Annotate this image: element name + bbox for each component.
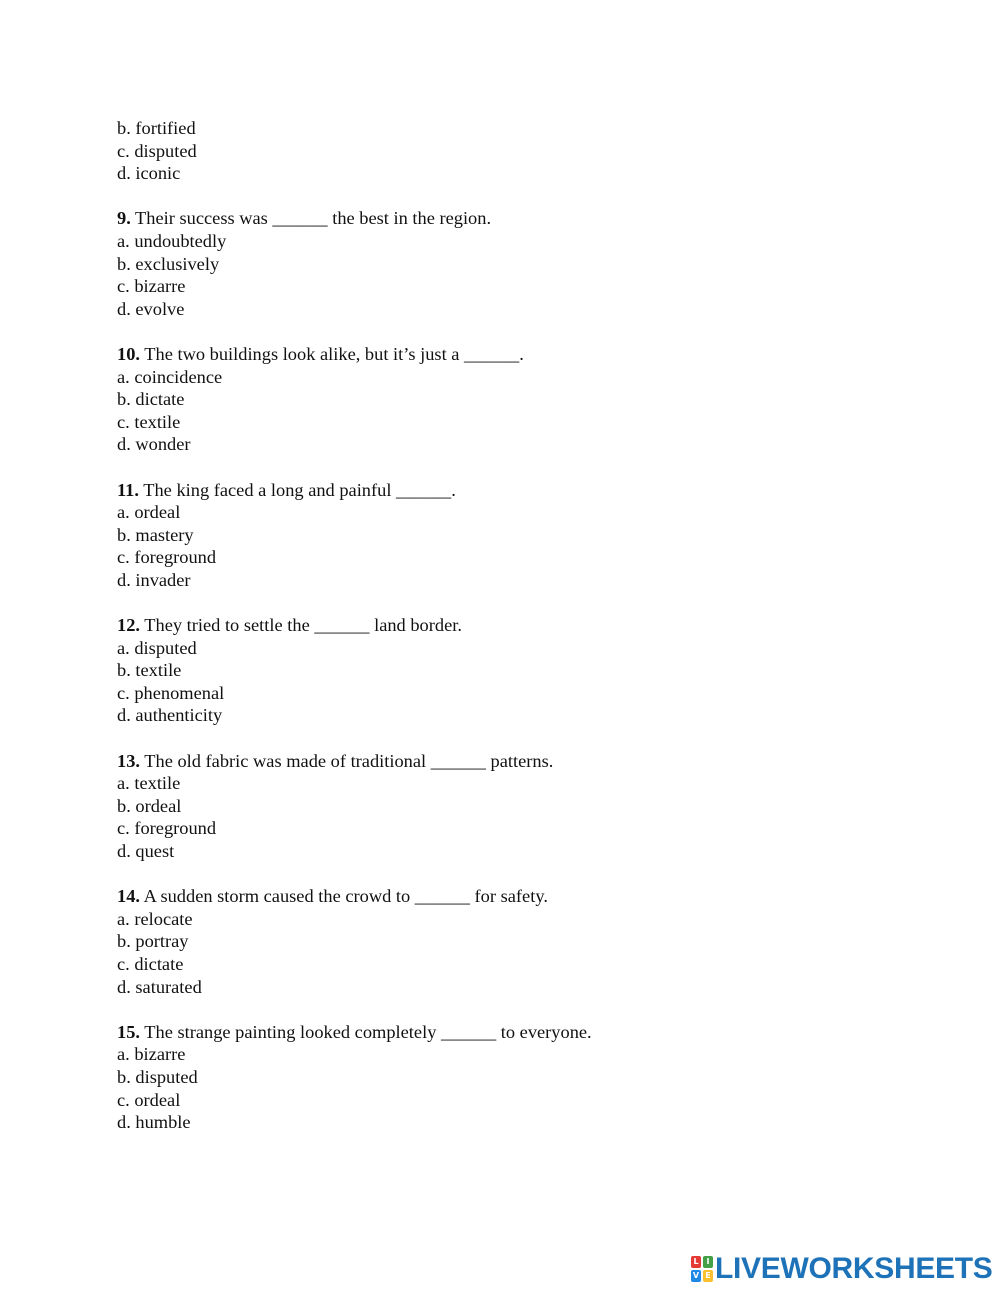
option-d[interactable]: d. saturated	[117, 976, 202, 997]
option-b[interactable]: b. textile	[117, 660, 182, 681]
option-b[interactable]: b. ordeal	[117, 795, 182, 816]
logo-square-i: I	[703, 1256, 713, 1268]
question-13-prompt	[117, 750, 877, 773]
option-a[interactable]: a. bizarre	[117, 1044, 186, 1065]
question-12-prompt	[117, 614, 877, 637]
liveworksheets-logo-icon	[691, 1256, 713, 1282]
worksheet-content	[117, 117, 877, 1156]
liveworksheets-logo	[691, 1253, 993, 1285]
question-9-prompt	[117, 207, 877, 230]
option-c[interactable]: c. bizarre	[117, 276, 186, 297]
option-d[interactable]: d. quest	[117, 841, 175, 861]
question-text: A sudden storm caused the crowd to ______ for safety.	[140, 886, 548, 907]
logo-square-e: E	[703, 1270, 713, 1282]
option-a[interactable]: a. relocate	[117, 908, 193, 929]
question-text: Their success was ______ the best in the region.	[130, 208, 492, 229]
logo-square-v: V	[692, 1271, 700, 1280]
option-c[interactable]: c. foreground	[117, 547, 217, 568]
option-d[interactable]: d. evolve	[117, 298, 185, 319]
question-11	[117, 479, 877, 592]
question-text: They tried to settle the ______ land border.	[140, 615, 462, 636]
question-11-prompt	[117, 479, 877, 502]
question-text: The king faced a long and painful ______.	[138, 479, 456, 500]
option-c[interactable]: c. textile	[117, 411, 181, 432]
question-14-prompt	[117, 885, 877, 908]
option-b[interactable]: b. mastery	[117, 524, 194, 545]
option-d[interactable]: d. authenticity	[117, 705, 223, 726]
option-a[interactable]: a. textile	[117, 773, 181, 794]
question-text: The strange painting looked completely ______ to everyone.	[140, 1021, 592, 1042]
option-a[interactable]: a. ordeal	[117, 502, 181, 523]
option-c[interactable]: c. ordeal	[117, 1089, 181, 1110]
option-b[interactable]: b. exclusively	[117, 253, 220, 274]
question-number: 12.	[117, 615, 140, 636]
question-number: 10.	[117, 343, 140, 364]
option-c[interactable]: c. foreground	[117, 818, 217, 839]
option-c[interactable]: c. dictate	[117, 953, 184, 974]
question-14	[117, 885, 877, 998]
question-15	[117, 1021, 877, 1134]
option-b[interactable]: b. dictate	[117, 389, 185, 410]
logo-square-l: L	[691, 1256, 701, 1268]
option-b[interactable]: b. portray	[117, 931, 189, 952]
option-b[interactable]: b. disputed	[117, 1066, 198, 1087]
option-d[interactable]: d. wonder	[117, 434, 191, 455]
question-number: 14.	[117, 886, 140, 907]
question-number: 9.	[117, 208, 131, 229]
question-number: 11.	[117, 479, 139, 500]
option-d[interactable]: d. humble	[117, 1112, 191, 1133]
question-10	[117, 343, 877, 456]
question-10-prompt	[117, 343, 877, 366]
option-a[interactable]: a. coincidence	[117, 366, 223, 387]
option-8d[interactable]: d. iconic	[117, 163, 181, 184]
option-c[interactable]: c. phenomenal	[117, 682, 225, 703]
question-12	[117, 614, 877, 727]
question-number: 15.	[117, 1021, 140, 1042]
option-8c[interactable]: c. disputed	[117, 140, 197, 161]
question-8-options-continued	[117, 117, 877, 185]
option-d[interactable]: d. invader	[117, 569, 191, 590]
option-8b[interactable]: b. fortified	[117, 118, 196, 138]
question-15-prompt	[117, 1021, 877, 1044]
option-a[interactable]: a. undoubtedly	[117, 230, 227, 251]
question-text: The two buildings look alike, but it’s just a ______.	[140, 343, 524, 364]
question-text: The old fabric was made of traditional ______ patterns.	[140, 750, 554, 771]
question-9	[117, 207, 877, 320]
brand-name: LIVEWORKSHEETS	[715, 1252, 993, 1285]
question-number: 13.	[117, 750, 140, 771]
question-13	[117, 750, 877, 863]
option-a[interactable]: a. disputed	[117, 637, 197, 658]
